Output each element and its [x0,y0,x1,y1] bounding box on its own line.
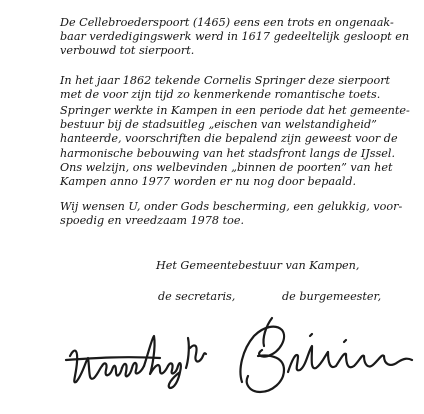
text-line: Kampen anno 1977 worden er nu nog door bepaald. [60,174,357,188]
paragraph-history [60,16,420,59]
text-line: baar verdedigingswerk werd in 1617 gedeeltelijk gesloopt en [60,30,410,44]
burgemeester-signature [232,312,420,402]
text-line: harmonische bebouwing van het stadsfront langs de IJssel. [60,146,396,160]
burgemeester-signature-drawing [232,312,420,402]
text-line: Wij wensen U, onder Gods bescherming, een gelukkig, voor- [60,200,403,213]
text-line: spoedig en vreedzaam 1978 toe. [60,214,245,228]
text-line: Ons welzijn, ons welbevinden „binnen de poorten” van het [60,160,393,174]
paragraph-new-year-wishes [60,200,420,228]
text-line: hanteerde, voorschriften die bepalend zijn geweest voor de [60,132,398,146]
closing-salutation: Het Gemeentebestuur van Kampen, [156,259,360,272]
secretaris-label: de secretaris, [158,290,236,303]
secretaris-signature [64,318,214,396]
text-line: De Cellebroederspoort (1465) eens een trots en ongenaak- [60,16,394,29]
paragraph-town-planning [60,104,420,189]
text-line: bestuur bij de stadsuitleg „eischen van welstandigheid” [60,118,377,132]
text-line: met de voor zijn tijd zo kenmerkende romantische toets. [60,88,381,102]
paragraph-springer-drawing [60,74,420,102]
text-line: Springer werkte in Kampen in een periode dat het gemeente- [60,104,410,117]
text-line: verbouwd tot sierpoort. [60,44,195,58]
text-line: In het jaar 1862 tekende Cornelis Springer deze sierpoort [60,74,391,87]
secretaris-signature-drawing [64,318,214,396]
burgemeester-label: de burgemeester, [282,290,382,303]
